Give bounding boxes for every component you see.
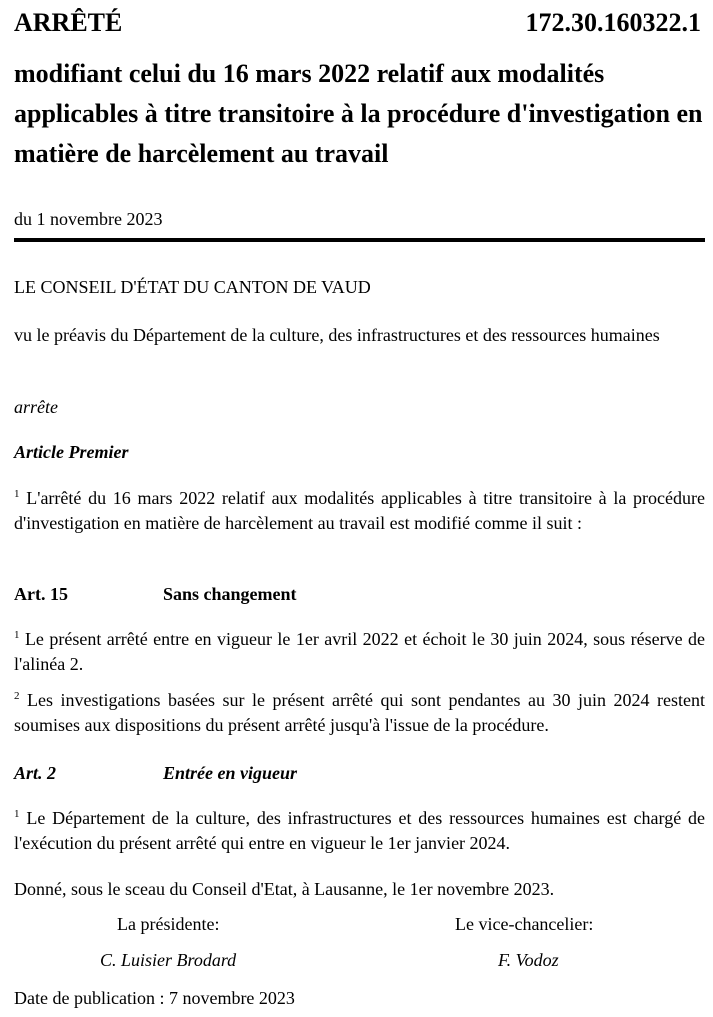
decree-verb: arrête bbox=[14, 397, 58, 417]
paragraph-text: Le présent arrêté entre en vigueur le 1er avril 2022 et échoit le 30 juin 2024, sous réserve de l'alinéa 2. bbox=[14, 629, 706, 674]
article-title: Entrée en vigueur bbox=[163, 763, 298, 783]
paragraph-text: Les investigations basées sur le présent arrêté qui sont pendantes au 30 juin 2024 restent soumises aux dispositions du présent arrêté jusqu'à l'issue de la procédure. bbox=[14, 690, 705, 735]
article-number: Art. 2 bbox=[14, 763, 57, 783]
paragraph-number: 2 bbox=[14, 690, 20, 702]
article-number: Art. 15 bbox=[14, 584, 68, 604]
publication-date: Date de publication : 7 novembre 2023 bbox=[14, 988, 295, 1008]
paragraph-text: L'arrêté du 16 mars 2022 relatif aux modalités applicables à titre transitoire à la procédure d'investigation en matière de harcèlement au travail est modifié comme il suit : bbox=[14, 488, 706, 533]
article-premier-paragraph bbox=[14, 486, 705, 536]
article-title: Sans changement bbox=[163, 584, 297, 604]
header-divider bbox=[14, 238, 705, 242]
given-statement: Donné, sous le sceau du Conseil d'Etat, à Lausanne, le 1er novembre 2023. bbox=[14, 879, 555, 899]
signature-left-name: C. Luisier Brodard bbox=[100, 950, 237, 970]
signature-right-role: Le vice-chancelier: bbox=[455, 914, 594, 934]
document-date: du 1 novembre 2023 bbox=[14, 209, 163, 229]
signature-right-name: F. Vodoz bbox=[498, 950, 559, 970]
art2-heading bbox=[14, 761, 705, 786]
paragraph-number: 1 bbox=[14, 629, 20, 641]
signature-left-role: La présidente: bbox=[117, 914, 220, 934]
article-premier-heading: Article Premier bbox=[14, 442, 129, 462]
art15-paragraph-1 bbox=[14, 627, 705, 677]
preamble: vu le préavis du Département de la culture, des infrastructures et des ressources humaines bbox=[14, 325, 660, 345]
art15-heading bbox=[14, 582, 705, 607]
document-number: 172.30.160322.1 bbox=[525, 8, 701, 37]
art15-paragraph-2 bbox=[14, 688, 705, 738]
document-type: ARRÊTÉ bbox=[14, 8, 123, 37]
art2-paragraph-1 bbox=[14, 806, 705, 856]
paragraph-number: 1 bbox=[14, 488, 20, 500]
document-title: modifiant celui du 16 mars 2022 relatif aux modalités applicables à titre transitoire à la procédure d'investigation en matière de harcèlement au travail bbox=[14, 59, 703, 168]
authority: LE CONSEIL D'ÉTAT DU CANTON DE VAUD bbox=[14, 277, 371, 297]
paragraph-text: Le Département de la culture, des infrastructures et des ressources humaines est chargé de l'exécution du présent arrêté qui entre en vigueur le 1er janvier 2024. bbox=[14, 808, 705, 853]
paragraph-number: 1 bbox=[14, 808, 20, 820]
